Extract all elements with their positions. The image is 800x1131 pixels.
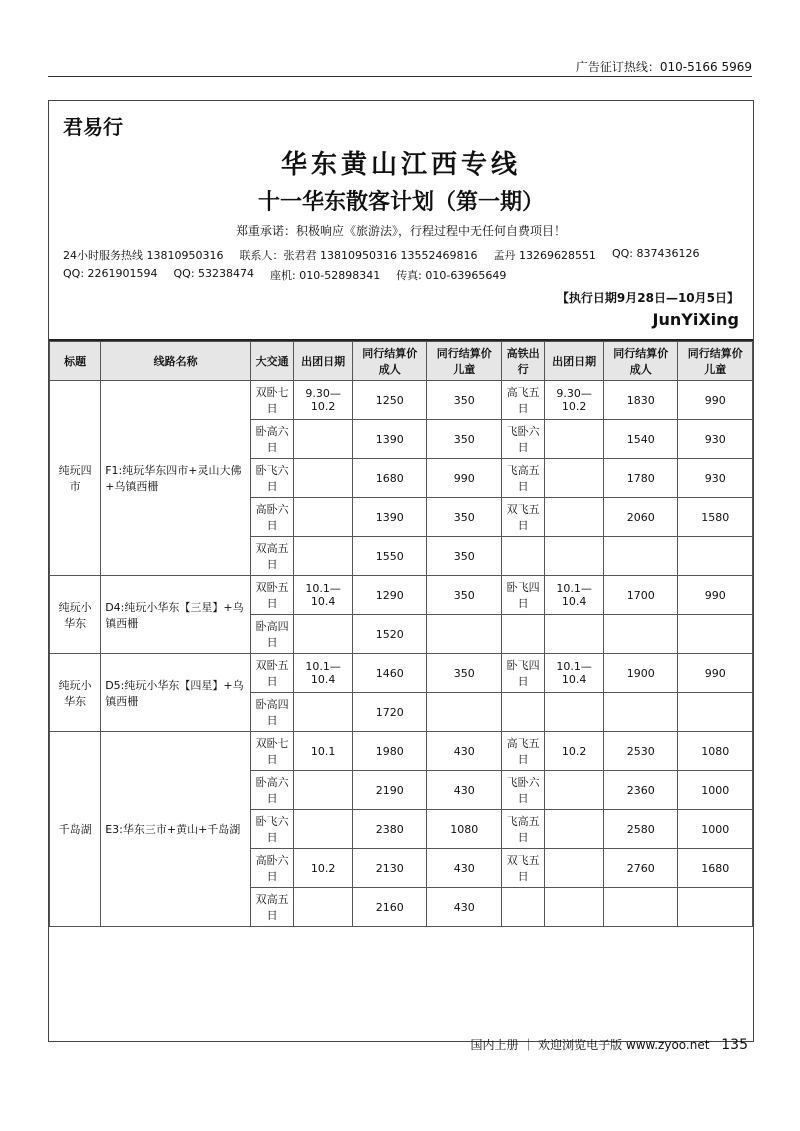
table-row bbox=[50, 381, 753, 420]
price-cell: 930 bbox=[678, 420, 753, 459]
contact-7: 传真: 010-63965649 bbox=[396, 269, 507, 282]
ad-title: 华东黄山江西专线 bbox=[280, 150, 521, 180]
price-cell: 1460 bbox=[353, 654, 427, 693]
brand: 君易行 bbox=[63, 115, 123, 139]
price-cell: 1540 bbox=[603, 420, 677, 459]
price-cell: 2530 bbox=[603, 732, 677, 771]
price-cell: 高飞五日 bbox=[501, 381, 544, 420]
page-number: 135 bbox=[721, 1037, 748, 1053]
price-cell: 9.30—10.2 bbox=[545, 381, 604, 420]
price-cell: 10.1 bbox=[294, 732, 353, 771]
price-cell: 2580 bbox=[603, 810, 677, 849]
price-cell: 10.1—10.4 bbox=[545, 654, 604, 693]
price-cell: 卧飞四日 bbox=[501, 654, 544, 693]
contact-3: QQ: 837436126 bbox=[611, 247, 700, 260]
price-cell: 990 bbox=[678, 654, 753, 693]
ad-sheet bbox=[48, 100, 754, 1042]
contact-1: 联系人：张君君 13810950316 13552469816 bbox=[239, 249, 478, 262]
price-cell bbox=[294, 615, 353, 654]
price-cell: 430 bbox=[427, 732, 501, 771]
price-cell bbox=[427, 693, 501, 732]
price-cell: 高飞五日 bbox=[501, 732, 544, 771]
price-cell: 1390 bbox=[353, 420, 427, 459]
price-cell: 930 bbox=[678, 459, 753, 498]
price-cell: 卧高四日 bbox=[250, 693, 293, 732]
price-cell: 2130 bbox=[353, 849, 427, 888]
price-cell: 350 bbox=[427, 576, 501, 615]
header-cell: 出团日期 bbox=[294, 342, 353, 381]
price-cell bbox=[678, 615, 753, 654]
price-cell: 350 bbox=[427, 537, 501, 576]
price-cell: 990 bbox=[678, 381, 753, 420]
price-cell: 1250 bbox=[353, 381, 427, 420]
top-rule bbox=[48, 76, 752, 77]
price-cell: 1290 bbox=[353, 576, 427, 615]
price-cell: 双高五日 bbox=[250, 537, 293, 576]
price-cell bbox=[545, 498, 604, 537]
price-cell: 1080 bbox=[427, 810, 501, 849]
price-cell bbox=[501, 615, 544, 654]
price-cell: 2360 bbox=[603, 771, 677, 810]
price-cell: 双卧五日 bbox=[250, 654, 293, 693]
price-cell bbox=[294, 771, 353, 810]
contact-6: 座机: 010-52898341 bbox=[270, 269, 381, 282]
price-cell: 飞卧六日 bbox=[501, 771, 544, 810]
price-cell: 350 bbox=[427, 381, 501, 420]
price-cell bbox=[545, 420, 604, 459]
price-cell bbox=[603, 693, 677, 732]
price-cell: 1680 bbox=[678, 849, 753, 888]
price-cell: 卧飞四日 bbox=[501, 576, 544, 615]
price-cell: 9.30—10.2 bbox=[294, 381, 353, 420]
price-cell: 双卧七日 bbox=[250, 732, 293, 771]
price-cell bbox=[501, 537, 544, 576]
price-cell: 1780 bbox=[603, 459, 677, 498]
ad-hotline: 广告征订热线：010-5166 5969 bbox=[575, 60, 752, 74]
price-cell: 卧高六日 bbox=[250, 771, 293, 810]
table-row bbox=[50, 732, 753, 771]
price-cell: 1680 bbox=[353, 459, 427, 498]
price-table-body bbox=[50, 381, 753, 927]
price-cell: 10.2 bbox=[294, 849, 353, 888]
contact-2: 孟丹 13269628551 bbox=[493, 249, 596, 262]
contact-4: QQ: 2261901594 bbox=[63, 267, 158, 280]
price-cell bbox=[545, 615, 604, 654]
header-cell: 标题 bbox=[50, 342, 101, 381]
price-cell bbox=[501, 888, 544, 927]
price-cell: 2060 bbox=[603, 498, 677, 537]
price-cell: 350 bbox=[427, 654, 501, 693]
price-cell: 卧高六日 bbox=[250, 420, 293, 459]
price-cell: 双高五日 bbox=[250, 888, 293, 927]
route-name: E3:华东三市+黄山+千岛湖 bbox=[101, 732, 251, 927]
price-cell: 2380 bbox=[353, 810, 427, 849]
route-name: D4:纯玩小华东【三星】+乌镇西栅 bbox=[101, 576, 251, 654]
price-cell bbox=[545, 888, 604, 927]
contact-5: QQ: 53238474 bbox=[173, 267, 255, 280]
ad-header bbox=[49, 101, 753, 341]
price-cell bbox=[545, 810, 604, 849]
price-cell: 10.1—10.4 bbox=[294, 576, 353, 615]
price-cell bbox=[294, 693, 353, 732]
price-cell: 350 bbox=[427, 420, 501, 459]
route-name: F1:纯玩华东四市+灵山大佛+乌镇西栅 bbox=[101, 381, 251, 576]
price-cell bbox=[294, 420, 353, 459]
header-cell: 同行结算价 成人 bbox=[603, 342, 677, 381]
price-cell: 990 bbox=[427, 459, 501, 498]
section-label: 纯玩小华东 bbox=[50, 576, 101, 654]
price-cell bbox=[678, 888, 753, 927]
price-cell: 1390 bbox=[353, 498, 427, 537]
price-cell bbox=[678, 537, 753, 576]
price-cell bbox=[678, 693, 753, 732]
section-label: 纯玩小华东 bbox=[50, 654, 101, 732]
ad-subtitle: 十一华东散客计划（第一期） bbox=[257, 190, 544, 215]
price-cell bbox=[603, 615, 677, 654]
price-cell bbox=[545, 537, 604, 576]
section-label: 千岛湖 bbox=[50, 732, 101, 927]
table-row bbox=[50, 576, 753, 615]
price-cell: 10.1—10.4 bbox=[545, 576, 604, 615]
price-cell: 高卧六日 bbox=[250, 849, 293, 888]
price-cell: 双卧五日 bbox=[250, 576, 293, 615]
route-name: D5:纯玩小华东【四星】+乌镇西栅 bbox=[101, 654, 251, 732]
price-cell: 1700 bbox=[603, 576, 677, 615]
price-cell: 10.1—10.4 bbox=[294, 654, 353, 693]
price-cell: 卧飞六日 bbox=[250, 459, 293, 498]
price-cell: 双飞五日 bbox=[501, 498, 544, 537]
price-cell: 2190 bbox=[353, 771, 427, 810]
header-cell: 线路名称 bbox=[101, 342, 251, 381]
price-cell: 高卧六日 bbox=[250, 498, 293, 537]
price-cell bbox=[603, 888, 677, 927]
price-cell: 430 bbox=[427, 771, 501, 810]
price-cell: 2160 bbox=[353, 888, 427, 927]
price-cell: 双卧七日 bbox=[250, 381, 293, 420]
price-cell: 1520 bbox=[353, 615, 427, 654]
price-cell bbox=[294, 537, 353, 576]
price-table bbox=[49, 341, 753, 927]
price-cell: 430 bbox=[427, 888, 501, 927]
price-cell bbox=[294, 459, 353, 498]
brand-mark: JunYiXing bbox=[652, 310, 739, 329]
header-cell: 出团日期 bbox=[545, 342, 604, 381]
price-cell bbox=[294, 888, 353, 927]
section-label: 纯玩四市 bbox=[50, 381, 101, 576]
price-cell: 1000 bbox=[678, 810, 753, 849]
price-cell: 1720 bbox=[353, 693, 427, 732]
price-cell bbox=[545, 459, 604, 498]
price-cell: 卧飞六日 bbox=[250, 810, 293, 849]
service-line: 24小时服务热线 13810950316 bbox=[63, 249, 224, 262]
header-cell: 同行结算价 儿童 bbox=[427, 342, 501, 381]
price-cell bbox=[501, 693, 544, 732]
header-cell: 同行结算价 儿童 bbox=[678, 342, 753, 381]
price-cell: 430 bbox=[427, 849, 501, 888]
price-cell: 1900 bbox=[603, 654, 677, 693]
price-table-header bbox=[50, 342, 753, 381]
header-cell: 高铁出行 bbox=[501, 342, 544, 381]
price-cell: 卧高四日 bbox=[250, 615, 293, 654]
price-cell: 990 bbox=[678, 576, 753, 615]
price-cell bbox=[294, 498, 353, 537]
execution-period: 【执行日期9月28日—10月5日】 bbox=[556, 291, 739, 305]
price-cell: 飞高五日 bbox=[501, 810, 544, 849]
price-cell: 飞卧六日 bbox=[501, 420, 544, 459]
price-cell bbox=[427, 615, 501, 654]
price-cell: 1000 bbox=[678, 771, 753, 810]
price-cell: 10.2 bbox=[545, 732, 604, 771]
price-cell: 1550 bbox=[353, 537, 427, 576]
price-cell: 2760 bbox=[603, 849, 677, 888]
page-footer bbox=[470, 1036, 748, 1053]
contacts bbox=[63, 247, 739, 283]
price-cell: 1830 bbox=[603, 381, 677, 420]
price-cell: 1080 bbox=[678, 732, 753, 771]
price-cell bbox=[545, 849, 604, 888]
price-cell: 350 bbox=[427, 498, 501, 537]
price-cell bbox=[603, 537, 677, 576]
price-cell: 1580 bbox=[678, 498, 753, 537]
price-cell bbox=[545, 771, 604, 810]
price-cell: 1980 bbox=[353, 732, 427, 771]
table-row bbox=[50, 654, 753, 693]
header-cell: 同行结算价 成人 bbox=[353, 342, 427, 381]
price-cell: 飞高五日 bbox=[501, 459, 544, 498]
price-cell bbox=[545, 693, 604, 732]
header-cell: 大交通 bbox=[250, 342, 293, 381]
promise: 郑重承诺：积极响应《旅游法》，行程过程中无任何自费项目！ bbox=[235, 224, 566, 238]
footer-text: 国内上册 ｜ 欢迎浏览电子版 www.zyoo.net bbox=[470, 1038, 710, 1052]
price-cell: 双飞五日 bbox=[501, 849, 544, 888]
price-cell bbox=[294, 810, 353, 849]
